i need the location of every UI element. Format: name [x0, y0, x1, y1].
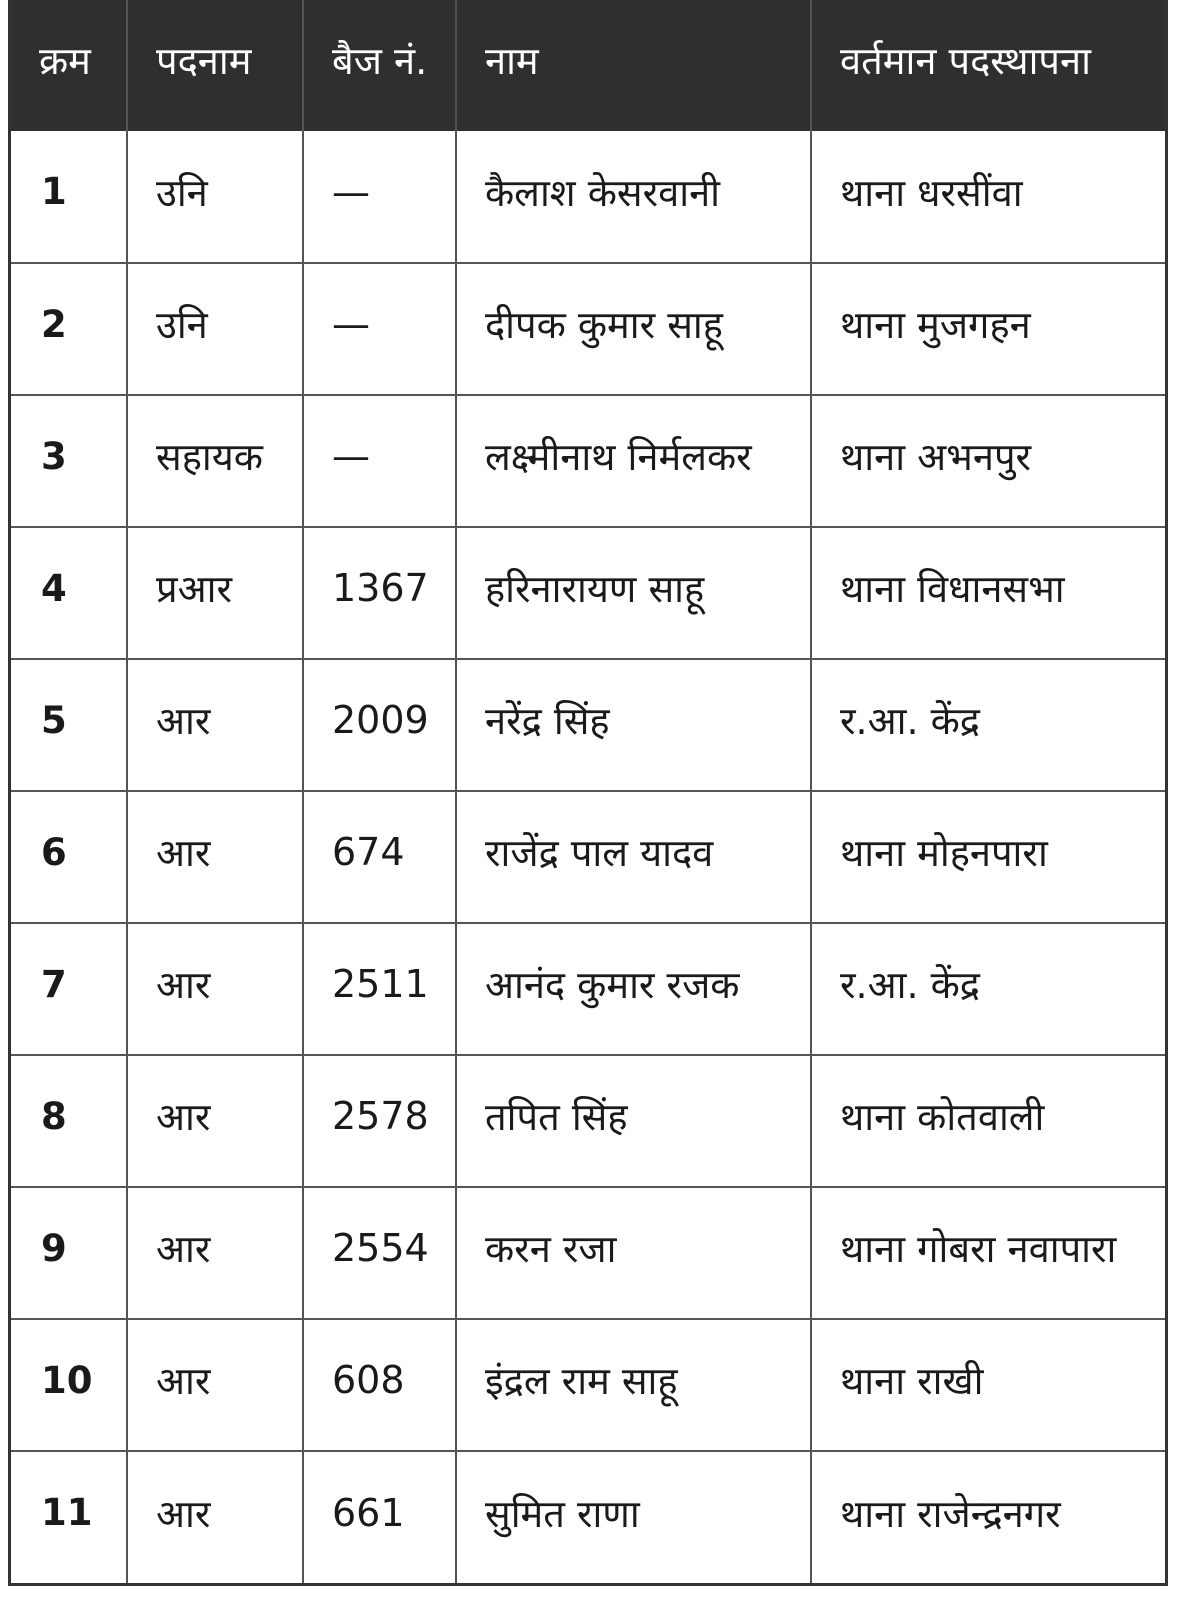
table-row — [11, 131, 1165, 263]
cell-badge: 2578 — [303, 1055, 456, 1187]
cell-serial: 2 — [11, 263, 127, 395]
cell-rank: आर — [127, 923, 303, 1055]
header-serial: क्रम — [39, 38, 91, 83]
cell-name: तपित सिंह — [456, 1055, 811, 1187]
cell-badge: — — [303, 263, 456, 395]
cell-serial: 3 — [11, 395, 127, 527]
cell-name: करन रजा — [456, 1187, 811, 1319]
cell-badge: — — [303, 395, 456, 527]
cell-serial: 9 — [11, 1187, 127, 1319]
table-row — [11, 1451, 1165, 1583]
cell-badge: 2554 — [303, 1187, 456, 1319]
cell-rank: आर — [127, 659, 303, 791]
header-row — [11, 0, 1165, 131]
cell-posting: थाना मोहनपारा — [811, 791, 1165, 923]
cell-badge: 608 — [303, 1319, 456, 1451]
cell-posting: थाना अभनपुर — [811, 395, 1165, 527]
cell-posting: थाना कोतवाली — [811, 1055, 1165, 1187]
cell-badge: 661 — [303, 1451, 456, 1583]
cell-posting: र.आ. केंद्र — [811, 923, 1165, 1055]
cell-name: सुमित राणा — [456, 1451, 811, 1583]
cell-rank: आर — [127, 1451, 303, 1583]
cell-rank: आर — [127, 1319, 303, 1451]
cell-rank: उनि — [127, 131, 303, 263]
header-badge: बैज नं. — [303, 0, 456, 131]
header-name: नाम — [456, 0, 811, 131]
cell-serial: 7 — [11, 923, 127, 1055]
cell-serial: 8 — [11, 1055, 127, 1187]
header-rank: पदनाम — [127, 0, 303, 131]
table-header — [11, 0, 1165, 131]
cell-rank: आर — [127, 791, 303, 923]
cell-posting: थाना राखी — [811, 1319, 1165, 1451]
cell-rank: प्रआर — [127, 527, 303, 659]
cell-serial: 10 — [11, 1319, 127, 1451]
header-posting: वर्तमान पदस्थापना — [811, 0, 1165, 131]
cell-posting: थाना धरसींवा — [811, 131, 1165, 263]
cell-posting: थाना मुजगहन — [811, 263, 1165, 395]
cell-badge: 2511 — [303, 923, 456, 1055]
cell-name: हरिनारायण साहू — [456, 527, 811, 659]
cell-rank: सहायक — [127, 395, 303, 527]
table-row — [11, 527, 1165, 659]
cell-badge: 2009 — [303, 659, 456, 791]
cell-badge: — — [303, 131, 456, 263]
table-body — [11, 131, 1165, 1583]
cell-badge: 1367 — [303, 527, 456, 659]
table-row — [11, 395, 1165, 527]
cell-serial: 4 — [11, 527, 127, 659]
table-row — [11, 923, 1165, 1055]
cell-rank: आर — [127, 1055, 303, 1187]
cell-badge: 674 — [303, 791, 456, 923]
table-row — [11, 791, 1165, 923]
cell-rank: आर — [127, 1187, 303, 1319]
cell-serial: 6 — [11, 791, 127, 923]
cell-posting: थाना विधानसभा — [811, 527, 1165, 659]
cell-name: राजेंद्र पाल यादव — [456, 791, 811, 923]
cell-name: कैलाश केसरवानी — [456, 131, 811, 263]
cell-posting: र.आ. केंद्र — [811, 659, 1165, 791]
cell-name: नरेंद्र सिंह — [456, 659, 811, 791]
cell-serial: 1 — [41, 170, 67, 213]
cell-name: इंद्रल राम साहू — [456, 1319, 811, 1451]
cell-name: आनंद कुमार रजक — [456, 923, 811, 1055]
cell-posting: थाना राजेन्द्रनगर — [811, 1451, 1165, 1583]
table-row — [11, 1055, 1165, 1187]
table-row — [11, 1319, 1165, 1451]
cell-serial: 11 — [11, 1451, 127, 1583]
table-row — [11, 263, 1165, 395]
cell-name: लक्ष्मीनाथ निर्मलकर — [456, 395, 811, 527]
table-row — [11, 659, 1165, 791]
cell-posting: थाना गोबरा नवापारा — [811, 1187, 1165, 1319]
personnel-table — [11, 0, 1165, 1583]
cell-serial: 5 — [11, 659, 127, 791]
table-row — [11, 1187, 1165, 1319]
personnel-table-container — [8, 0, 1168, 1586]
cell-rank: उनि — [127, 263, 303, 395]
cell-name: दीपक कुमार साहू — [456, 263, 811, 395]
